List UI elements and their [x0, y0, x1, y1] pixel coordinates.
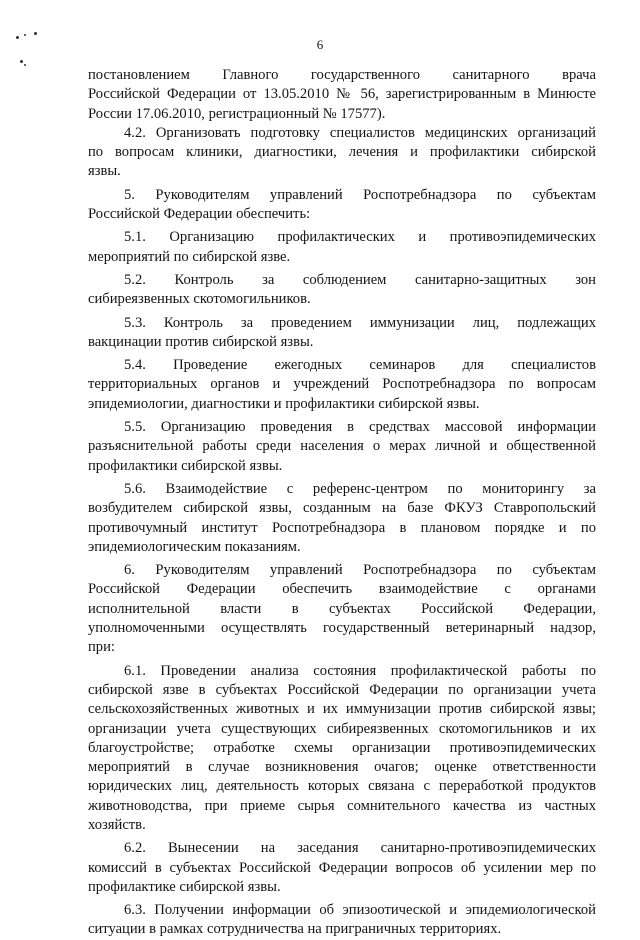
text-line: мероприятий по сибирской язве.: [88, 248, 291, 265]
text-line: 4.2. Организовать подготовку специалистов медицинских организаций: [124, 124, 596, 141]
text-line: юридических лиц, деятельность которых связана с переработкой продуктов: [88, 778, 596, 795]
text-line: мероприятий в случае возникновения очагов; оценке ответственности: [88, 759, 596, 776]
text-line: вакцинации против сибирской язвы.: [88, 333, 314, 350]
text-line: хозяйств.: [88, 816, 146, 833]
text-line: по вопросам клиники, диагностики, лечения и профилактики сибирской: [88, 144, 596, 161]
text-line: ситуации в рамках сотрудничества на приграничных территориях.: [88, 921, 502, 938]
text-line: 6.3. Получении информации об эпизоотической и эпидемиологической: [124, 902, 596, 919]
text-line: профилактики сибирской язвы.: [88, 457, 283, 474]
text-line: сибирской язве в субъектах Российской Федерации по организации учета: [88, 681, 596, 698]
text-line: эпидемиологическим показаниям.: [88, 538, 301, 555]
text-line: Российской Федерации обеспечить:: [88, 206, 311, 223]
text-line: 5.6. Взаимодействие с референс-центром по мониторингу за: [124, 480, 596, 497]
text-line: 5. Руководителям управлений Роспотребнадзора по субъектам: [124, 186, 596, 203]
text-line: возбудителем сибирской язвы, созданным на базе ФКУЗ Ставропольский: [88, 500, 596, 517]
text-line: 5.5. Организацию проведения в средствах массовой информации: [124, 419, 596, 436]
text-line: при:: [88, 639, 115, 656]
text-line: Российской Федерации обеспечить взаимодействие с органами: [88, 581, 596, 598]
text-line: сельскохозяйственных животных и их иммунизации против сибирской язвы;: [88, 701, 596, 718]
text-line: эпидемиологии, диагностики и профилактики сибирской язвы.: [88, 395, 480, 412]
text-line: 5.2. Контроль за соблюдением санитарно-защитных зон: [124, 271, 596, 288]
text-line: 6.1. Проведении анализа состояния профилактической работы по: [124, 662, 596, 679]
text-line: Российской Федерации от 13.05.2010 № 56, зарегистрированным в Минюсте: [88, 86, 596, 103]
text-line: профилактике сибирской язвы.: [88, 878, 281, 895]
text-line: России 17.06.2010, регистрационный № 17577).: [88, 105, 386, 122]
text-line: сибиреязвенных скотомогильников.: [88, 291, 311, 308]
text-line: 6. Руководителям управлений Роспотребнадзора по субъектам: [124, 562, 596, 579]
text-line: 6.2. Вынесении на заседания санитарно-противоэпидемических: [124, 840, 596, 857]
text-line: комиссий в субъектах Российской Федерации вопросов об усилении мер по: [88, 859, 596, 876]
text-line: постановлением Главного государственного санитарного врача: [88, 67, 596, 83]
text-line: 5.1. Организацию профилактических и противоэпидемических: [124, 229, 596, 246]
text-line: животноводства, при приеме сырья сомнительного качества из частных: [88, 797, 596, 814]
text-line: язвы.: [88, 163, 121, 180]
text-line: 5.4. Проведение ежегодных семинаров для специалистов: [124, 357, 596, 374]
text-line: уполномоченными осуществлять государственный ветеринарный надзор,: [88, 620, 596, 637]
page-number: 6: [316, 37, 324, 52]
text-line: благоустройстве; отработке схемы организации противоэпидемических: [88, 739, 596, 756]
text-line: противочумный институт Роспотребнадзора в плановом порядке и по: [88, 519, 596, 536]
text-line: разъяснительной работы среди населения о мерах личной и общественной: [88, 438, 596, 455]
text-line: организации учета существующих сибиреязвенных скотомогильников и их: [88, 720, 596, 737]
document-body: [88, 66, 596, 940]
text-line: 5.3. Контроль за проведением иммунизации лиц, подлежащих: [124, 314, 596, 331]
text-line: территориальных органов и учреждений Роспотребнадзора по вопросам: [88, 376, 596, 393]
text-line: исполнительной власти в субъектах Российской Федерации,: [88, 600, 596, 617]
